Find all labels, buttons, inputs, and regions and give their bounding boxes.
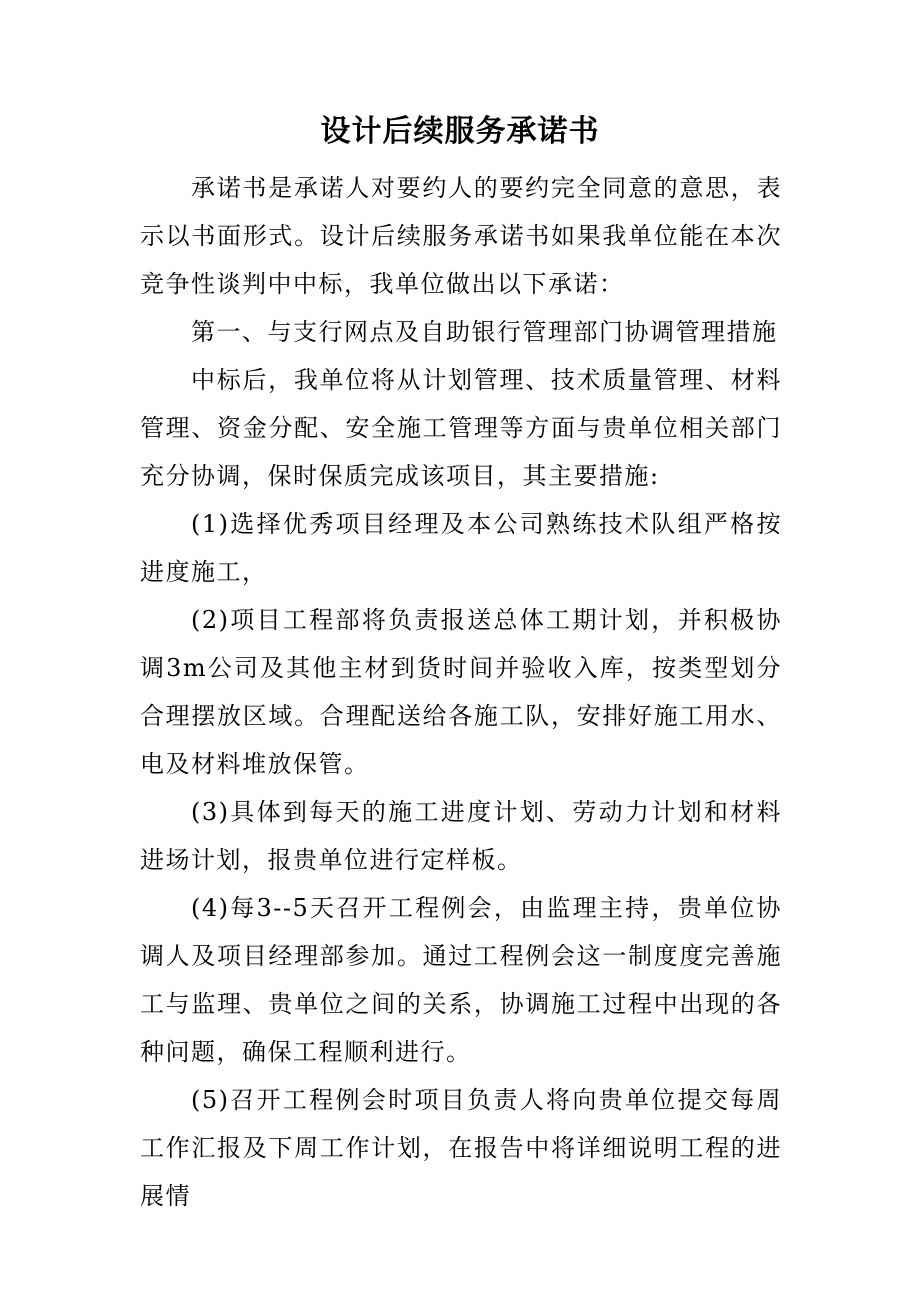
paragraph-item-2: (2)项目工程部将负责报送总体工期计划，并积极协调3m公司及其他主材到货时间并验收入库，按类型划分合理摆放区域。合理配送给各施工队，安排好施工用水、电及材料堆放保管。	[140, 606, 782, 778]
paragraph-intro: 承诺书是承诺人对要约人的要约完全同意的意思，表示以书面形式。设计后续服务承诺书如果我单位能在本次竞争性谈判中中标，我单位做出以下承诺：	[140, 174, 782, 298]
paragraph-item-3: (3)具体到每天的施工进度计划、劳动力计划和材料进场计划，报贵单位进行定样板。	[140, 798, 782, 874]
document-body	[140, 164, 782, 1220]
paragraph-item-5: (5)召开工程例会时项目负责人将向贵单位提交每周工作汇报及下周工作计划，在报告中将详细说明工程的进展情	[140, 1086, 782, 1210]
paragraph-section-heading: 第一、与支行网点及自助银行管理部门协调管理措施	[191, 318, 778, 346]
paragraph-measures-intro: 中标后，我单位将从计划管理、技术质量管理、材料管理、资金分配、安全施工管理等方面与贵单位相关部门充分协调，保时保质完成该项目，其主要措施:	[140, 366, 782, 490]
document-title: 设计后续服务承诺书	[320, 114, 600, 149]
paragraph-item-1: (1)选择优秀项目经理及本公司熟练技术队组严格按进度施工，	[140, 510, 782, 586]
paragraph-item-4: (4)每3--5天召开工程例会，由监理主持，贵单位协调人及项目经理部参加。通过工程例会这一制度度完善施工与监理、贵单位之间的关系，协调施工过程中出现的各种问题，确保工程顺利进行。	[140, 894, 782, 1066]
